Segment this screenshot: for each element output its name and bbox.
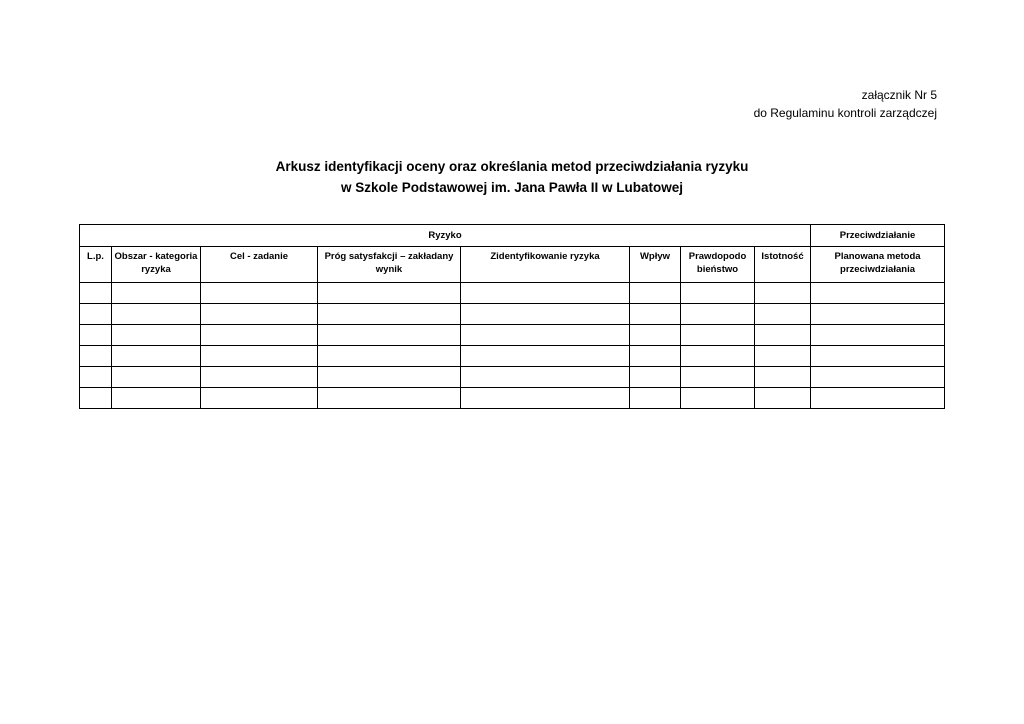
table-cell[interactable] (755, 388, 811, 409)
table-cell[interactable] (80, 346, 112, 367)
table-cell[interactable] (112, 388, 201, 409)
group-header-counteraction: Przeciwdziałanie (811, 225, 945, 247)
table-cell[interactable] (461, 325, 630, 346)
table-cell[interactable] (630, 283, 681, 304)
group-header-row (80, 225, 945, 247)
table-cell[interactable] (811, 367, 945, 388)
group-header-risk: Ryzyko (80, 225, 811, 247)
column-header-row (80, 247, 945, 283)
table-cell[interactable] (461, 367, 630, 388)
table-cell[interactable] (318, 304, 461, 325)
table-cell[interactable] (681, 388, 755, 409)
table-cell[interactable] (681, 304, 755, 325)
column-header-identified: Zidentyfikowanie ryzyka (461, 247, 630, 283)
table-cell[interactable] (112, 346, 201, 367)
title-line-2: w Szkole Podstawowej im. Jana Pawła II w Lubatowej (340, 180, 684, 195)
table-cell[interactable] (318, 283, 461, 304)
table-cell[interactable] (630, 367, 681, 388)
table-cell[interactable] (318, 367, 461, 388)
table-cell[interactable] (461, 283, 630, 304)
title-line-1: Arkusz identyfikacji oceny oraz określania metod przeciwdziałania ryzyku (275, 159, 749, 174)
table-cell[interactable] (811, 304, 945, 325)
table-cell[interactable] (811, 388, 945, 409)
table-cell[interactable] (755, 304, 811, 325)
annex-reference (754, 86, 937, 122)
table-cell[interactable] (630, 325, 681, 346)
table-cell[interactable] (318, 388, 461, 409)
column-header-lp: L.p. (80, 247, 112, 283)
column-header-impact: Wpływ (630, 247, 681, 283)
table-cell[interactable] (755, 346, 811, 367)
table-cell[interactable] (461, 304, 630, 325)
table-cell[interactable] (112, 304, 201, 325)
table-cell[interactable] (112, 325, 201, 346)
column-header-significance: Istotność (755, 247, 811, 283)
table-row (80, 325, 945, 346)
table-cell[interactable] (681, 346, 755, 367)
table-cell[interactable] (112, 367, 201, 388)
table-cell[interactable] (461, 388, 630, 409)
table-cell[interactable] (112, 283, 201, 304)
table-cell[interactable] (80, 367, 112, 388)
table-cell[interactable] (630, 388, 681, 409)
table-cell[interactable] (461, 346, 630, 367)
table-cell[interactable] (681, 367, 755, 388)
table-cell[interactable] (755, 325, 811, 346)
table-cell[interactable] (201, 304, 318, 325)
table-row (80, 388, 945, 409)
table-row (80, 283, 945, 304)
table-cell[interactable] (630, 346, 681, 367)
table-cell[interactable] (80, 304, 112, 325)
table-cell[interactable] (755, 367, 811, 388)
table-cell[interactable] (318, 346, 461, 367)
column-header-method: Planowana metoda przeciwdziałania (811, 247, 945, 283)
table-row (80, 304, 945, 325)
table-cell[interactable] (80, 325, 112, 346)
table-cell[interactable] (681, 325, 755, 346)
column-header-probability: Prawdopodo bieństwo (681, 247, 755, 283)
annex-regulation: do Regulaminu kontroli zarządczej (753, 106, 937, 120)
column-header-area: Obszar - kategoria ryzyka (112, 247, 201, 283)
table-cell[interactable] (755, 283, 811, 304)
table-cell[interactable] (201, 325, 318, 346)
annex-number: załącznik Nr 5 (861, 88, 937, 102)
table-cell[interactable] (681, 283, 755, 304)
table-row (80, 346, 945, 367)
table-cell[interactable] (811, 283, 945, 304)
document-title (0, 156, 1024, 198)
table-cell[interactable] (201, 367, 318, 388)
table-cell[interactable] (811, 325, 945, 346)
table-cell[interactable] (201, 346, 318, 367)
risk-sheet-table (79, 224, 945, 409)
table-cell[interactable] (80, 388, 112, 409)
table-cell[interactable] (630, 304, 681, 325)
table-cell[interactable] (201, 388, 318, 409)
table-row (80, 367, 945, 388)
table-cell[interactable] (201, 283, 318, 304)
table-cell[interactable] (80, 283, 112, 304)
column-header-goal: Cel - zadanie (201, 247, 318, 283)
table-cell[interactable] (811, 346, 945, 367)
column-header-threshold: Próg satysfakcji – zakładany wynik (318, 247, 461, 283)
table-cell[interactable] (318, 325, 461, 346)
